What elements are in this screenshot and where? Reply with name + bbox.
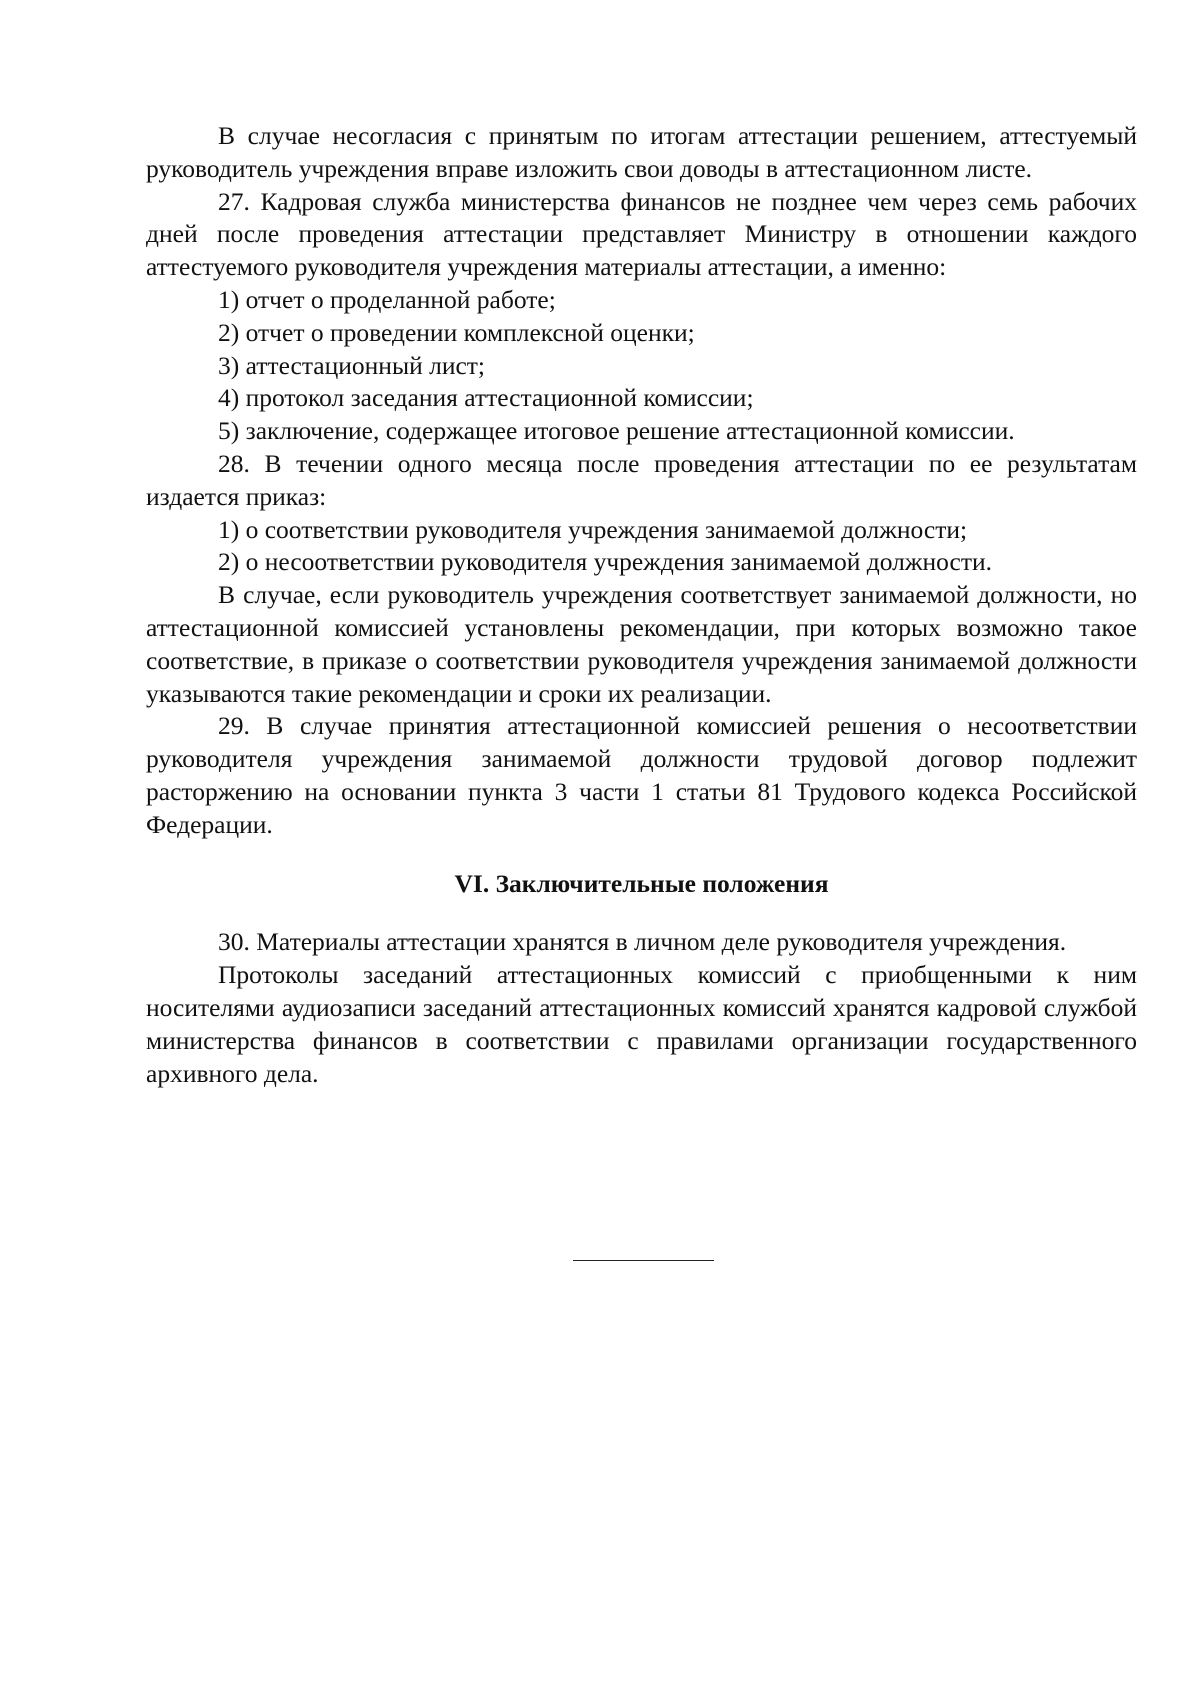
paragraph-disagreement: В случае несогласия с принятым по итогам аттестации решением, аттестуемый руководитель учреждения вправе изложить свои доводы в аттестационном листе. <box>146 121 1137 183</box>
list-item: 3) аттестационный лист; <box>218 350 486 380</box>
list-item: 2) отчет о проведении комплексной оценки; <box>218 317 695 347</box>
document-page <box>146 120 1137 1090</box>
paragraph-item-30: 30. Материалы аттестации хранятся в личном деле руководителя учреждения. <box>218 927 1067 957</box>
paragraph-protocols: Протоколы заседаний аттестационных комиссий с приобщенными к ним носителями аудиозаписи заседаний аттестационных комиссий хранятся кадровой службой министерства финансов в соответствии с правилами организации государственного архивного дела. <box>146 960 1137 1088</box>
paragraph-item-29: 29. В случае принятия аттестационной комиссией решения о несоответствии руководителя учреждения занимаемой должности трудовой договор подлежит расторжению на основании пункта 3 части 1 статьи 81 Трудового кодекса Российской Федерации. <box>146 711 1137 839</box>
paragraph-recommendations: В случае, если руководитель учреждения соответствует занимаемой должности, но аттестационной комиссией установлены рекомендации, при которых возможно такое соответствие, в приказе о соответствии руководителя учреждения занимаемой должности указываются такие рекомендации и сроки их реализации. <box>146 580 1137 708</box>
paragraph-item-27: 27. Кадровая служба министерства финансов не позднее чем через семь рабочих дней после проведения аттестации представляет Министру в отношении каждого аттестуемого руководителя учреждения материалы аттестации, а именно: <box>146 186 1137 282</box>
paragraph-item-28: 28. В течении одного месяца после проведения аттестации по ее результатам издается приказ: <box>146 448 1137 511</box>
end-of-document-rule <box>573 1260 714 1261</box>
list-item: 5) заключение, содержащее итоговое решение аттестационной комиссии. <box>218 416 1015 446</box>
list-item: 2) о несоответствии руководителя учреждения занимаемой должности. <box>218 547 992 577</box>
section-heading: VI. Заключительные положения <box>454 868 829 898</box>
list-item: 1) отчет о проделанной работе; <box>218 284 556 314</box>
list-item: 1) о соответствии руководителя учреждения занимаемой должности; <box>218 514 968 544</box>
list-item: 4) протокол заседания аттестационной комиссии; <box>218 383 754 413</box>
